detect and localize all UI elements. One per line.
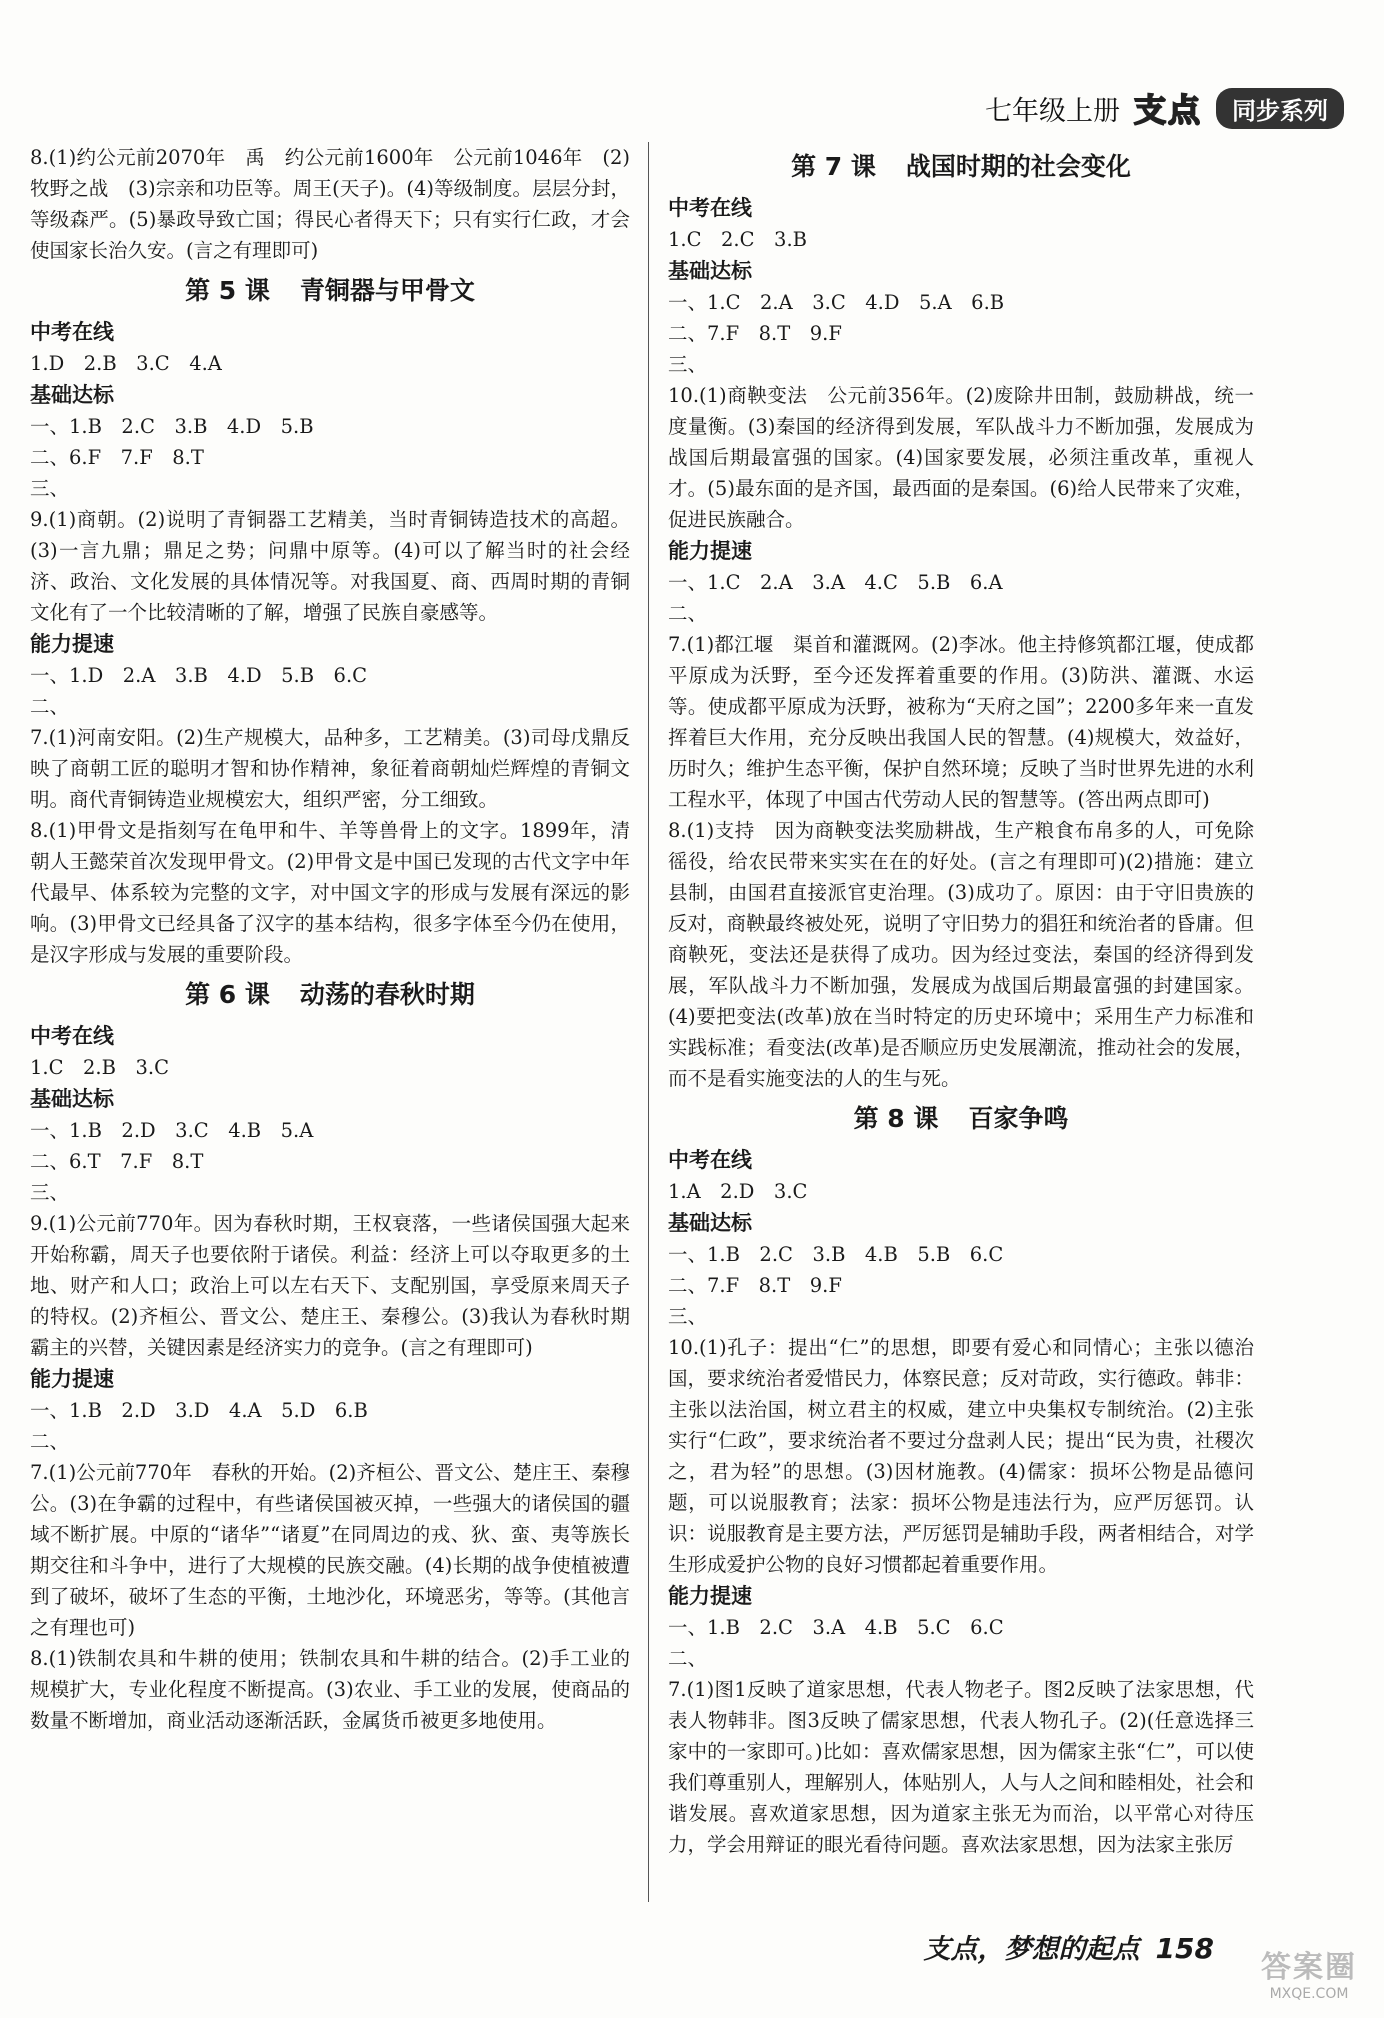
lesson-number: 第 6 课 — [185, 980, 270, 1009]
answer-line: 一、1.B 2.C 3.B 4.B 5.B 6.C — [668, 1243, 1004, 1266]
answer-paragraph: 7.(1)河南安阳。(2)生产规模大，品种多，工艺精美。(3)司母戊鼎反映了商朝工匠的聪明才智和协作精神，象征着商朝灿烂辉煌的青铜文明。商代青铜铸造业规模宏大，组织严密，分工细致。 — [30, 726, 630, 811]
right-column — [668, 142, 1254, 1860]
lesson-name: 百家争鸣 — [968, 1104, 1069, 1133]
page-number: 158 — [1155, 1932, 1214, 1965]
section-heading: 中考在线 — [668, 1148, 752, 1172]
answer-line: 一、1.B 2.C 3.B 4.D 5.B — [30, 415, 314, 438]
lesson8-title — [668, 1096, 1254, 1142]
section-heading: 基础达标 — [668, 1211, 752, 1235]
grade-label: 七年级上册 — [984, 95, 1120, 127]
section-heading: 能力提速 — [668, 1584, 752, 1608]
series-badge: 同步系列 — [1216, 88, 1344, 129]
answer-paragraph: 8.(1)甲骨文是指刻写在龟甲和牛、羊等兽骨上的文字。1899年，清朝人王懿荣首次发现甲骨文。(2)甲骨文是中国已发现的古代文字中年代最早、体系较为完整的文字，对中国文字的形成与发展有深远的影响。(3)甲骨文已经具备了汉字的基本结构，很多字体至今仍在使用，是汉字形成与发展的重要阶段。 — [30, 819, 630, 966]
answer-line: 二、7.F 8.T 9.F — [668, 322, 842, 345]
answer-paragraph: 7.(1)公元前770年 春秋的开始。(2)齐桓公、晋文公、楚庄王、秦穆公。(3)在争霸的过程中，有些诸侯国被灭掉，一些强大的诸侯国的疆域不断扩展。中原的“诸华”“诸夏”在同周边的戎、狄、蛮、夷等族长期交往和斗争中，进行了大规模的民族交融。(4)长期的战争使植被遭到了破坏，破坏了生态的平衡，土地沙化，环境恶劣，等等。(其他言之有理也可) — [30, 1461, 630, 1639]
watermark — [1254, 1942, 1364, 2002]
answer-line: 二、 — [668, 602, 708, 625]
lesson4-q8-answer: 8.(1)约公元前2070年 禹 约公元前1600年 公元前1046年 (2)牧野之战 (3)宗亲和功臣等。周王(天子)。(4)等级制度。层层分封，等级森严。(5)暴政导致亡国；得民心者得天下；只有实行仁政，才会使国家长治久安。(言之有理即可) — [30, 146, 630, 262]
answer-line: 二、 — [30, 1430, 70, 1453]
column-divider — [648, 142, 649, 1902]
page-header — [985, 82, 1344, 134]
section-heading: 能力提速 — [30, 1367, 114, 1391]
left-column — [30, 142, 630, 1736]
footer-slogan: 支点，梦想的起点 — [923, 1934, 1140, 1965]
watermark-title: 答案圈 — [1261, 1950, 1357, 1985]
section-heading: 基础达标 — [668, 259, 752, 283]
answer-line: 三、 — [30, 477, 70, 500]
answer-line: 二、6.T 7.F 8.T — [30, 1150, 204, 1173]
answer-paragraph: 7.(1)都江堰 渠首和灌溉网。(2)李冰。他主持修筑都江堰，使成都平原成为沃野，至今还发挥着重要的作用。(3)防洪、灌溉、水运等。使成都平原成为沃野，被称为“天府之国”；2200多年来一直发挥着巨大作用，充分反映出我国人民的智慧。(4)规模大，效益好，历时久；维护生态平衡，保护自然环境；反映了当时世界先进的水利工程水平，体现了中国古代劳动人民的智慧等。(答出两点即可) — [668, 633, 1254, 811]
answer-line: 一、1.B 2.D 3.D 4.A 5.D 6.B — [30, 1399, 368, 1422]
answer-line: 一、1.B 2.D 3.C 4.B 5.A — [30, 1119, 314, 1142]
answer-paragraph: 10.(1)孔子：提出“仁”的思想，即要有爱心和同情心；主张以德治国，要求统治者爱惜民力，体察民意；反对苛政，实行德政。韩非：主张以法治国，树立君主的权威，建立中央集权专制统治。(2)主张实行“仁政”，要求统治者不要过分盘剥人民；提出“民为贵，社稷次之，君为轻”的思想。(3)因材施教。(4)儒家：损坏公物是品德问题，可以说服教育；法家：损坏公物是违法行为，应严厉惩罚。认识：说服教育是主要方法，严厉惩罚是辅助手段，两者相结合，对学生形成爱护公物的良好习惯都起着重要作用。 — [668, 1336, 1254, 1576]
lesson-name: 动荡的春秋时期 — [299, 980, 475, 1009]
section-heading: 中考在线 — [30, 1024, 114, 1048]
answer-line: 二、 — [668, 1647, 708, 1670]
answer-line: 二、6.F 7.F 8.T — [30, 446, 204, 469]
lesson6-title — [30, 972, 630, 1018]
answer-line: 1.A 2.D 3.C — [668, 1180, 808, 1203]
answer-paragraph: 8.(1)支持 因为商鞅变法奖励耕战，生产粮食布帛多的人，可免除徭役，给农民带来实实在在的好处。(言之有理即可)(2)措施：建立县制，由国君直接派官吏治理。(3)成功了。原因：由于守旧贵族的反对，商鞅最终被处死，说明了守旧势力的猖狂和统治者的昏庸。但商鞅死，变法还是获得了成功。因为经过变法，秦国的经济得到发展，军队战斗力不断加强，发展成为战国后期最富强的封建国家。(4)要把变法(改革)放在当时特定的历史环境中；采用生产力标准和实践标准；看变法(改革)是否顺应历史发展潮流，推动社会的发展，而不是看实施变法的人的生与死。 — [668, 819, 1254, 1090]
lesson-number: 第 5 课 — [185, 276, 270, 305]
lesson-number: 第 8 课 — [853, 1104, 939, 1133]
answer-line: 1.D 2.B 3.C 4.A — [30, 352, 222, 375]
answer-line: 三、 — [30, 1181, 70, 1204]
page-footer — [924, 1927, 1214, 1966]
answer-line: 二、7.F 8.T 9.F — [668, 1274, 842, 1297]
answer-line: 一、1.B 2.C 3.A 4.B 5.C 6.C — [668, 1616, 1004, 1639]
answer-paragraph: 9.(1)公元前770年。因为春秋时期，王权衰落，一些诸侯国强大起来开始称霸，周天子也要依附于诸侯。利益：经济上可以夺取更多的土地、财产和人口；政治上可以左右天下、支配别国，享受原来周天子的特权。(2)齐桓公、晋文公、楚庄王、秦穆公。(3)我认为春秋时期霸主的兴替，关键因素是经济实力的竞争。(言之有理即可) — [30, 1212, 630, 1359]
section-heading: 能力提速 — [30, 632, 114, 656]
section-heading: 能力提速 — [668, 539, 752, 563]
answer-line: 1.C 2.B 3.C — [30, 1056, 169, 1079]
answer-line: 1.C 2.C 3.B — [668, 228, 807, 251]
section-heading: 基础达标 — [30, 1087, 114, 1111]
lesson-name: 青铜器与甲骨文 — [299, 276, 475, 305]
answer-line: 一、1.C 2.A 3.A 4.C 5.B 6.A — [668, 571, 1003, 594]
answer-paragraph: 8.(1)铁制农具和牛耕的使用；铁制农具和牛耕的结合。(2)手工业的规模扩大，专业化程度不断提高。(3)农业、手工业的发展，使商品的数量不断增加，商业活动逐渐活跃，金属货币被更多地使用。 — [30, 1647, 630, 1732]
section-heading: 中考在线 — [30, 320, 114, 344]
answer-line: 一、1.C 2.A 3.C 4.D 5.A 6.B — [668, 291, 1005, 314]
watermark-url: MXQE.COM — [1269, 1986, 1349, 2002]
answer-paragraph: 9.(1)商朝。(2)说明了青铜器工艺精美，当时青铜铸造技术的高超。(3)一言九鼎；鼎足之势；问鼎中原等。(4)可以了解当时的社会经济、政治、文化发展的具体情况等。对我国夏、商、西周时期的青铜文化有了一个比较清晰的了解，增强了民族自豪感等。 — [30, 508, 630, 624]
answer-line: 三、 — [668, 353, 708, 376]
brand-logo: 支点 — [1133, 91, 1202, 129]
lesson7-title — [668, 144, 1254, 190]
answer-line: 二、 — [30, 695, 70, 718]
lesson-number: 第 7 课 — [791, 152, 876, 181]
lesson5-title — [30, 268, 630, 314]
lesson-name: 战国时期的社会变化 — [905, 152, 1131, 181]
section-heading: 基础达标 — [30, 383, 114, 407]
answer-line: 三、 — [668, 1305, 708, 1328]
answer-line: 一、1.D 2.A 3.B 4.D 5.B 6.C — [30, 664, 368, 687]
section-heading: 中考在线 — [668, 196, 752, 220]
answer-paragraph: 7.(1)图1反映了道家思想，代表人物老子。图2反映了法家思想，代表人物韩非。图3反映了儒家思想，代表人物孔子。(2)(任意选择三家中的一家即可。)比如：喜欢儒家思想，因为儒家主张“仁”，可以使我们尊重别人，理解别人，体贴别人，人与人之间和睦相处，社会和谐发展。喜欢道家思想，因为道家主张无为而治，以平常心对待压力，学会用辩证的眼光看待问题。喜欢法家思想，因为法家主张厉 — [668, 1678, 1254, 1856]
answer-paragraph: 10.(1)商鞅变法 公元前356年。(2)废除井田制，鼓励耕战，统一度量衡。(3)秦国的经济得到发展，军队战斗力不断加强，发展成为战国后期最富强的国家。(4)国家要发展，必须注重改革，重视人才。(5)最东面的是齐国，最西面的是秦国。(6)给人民带来了灾难，促进民族融合。 — [668, 384, 1254, 531]
